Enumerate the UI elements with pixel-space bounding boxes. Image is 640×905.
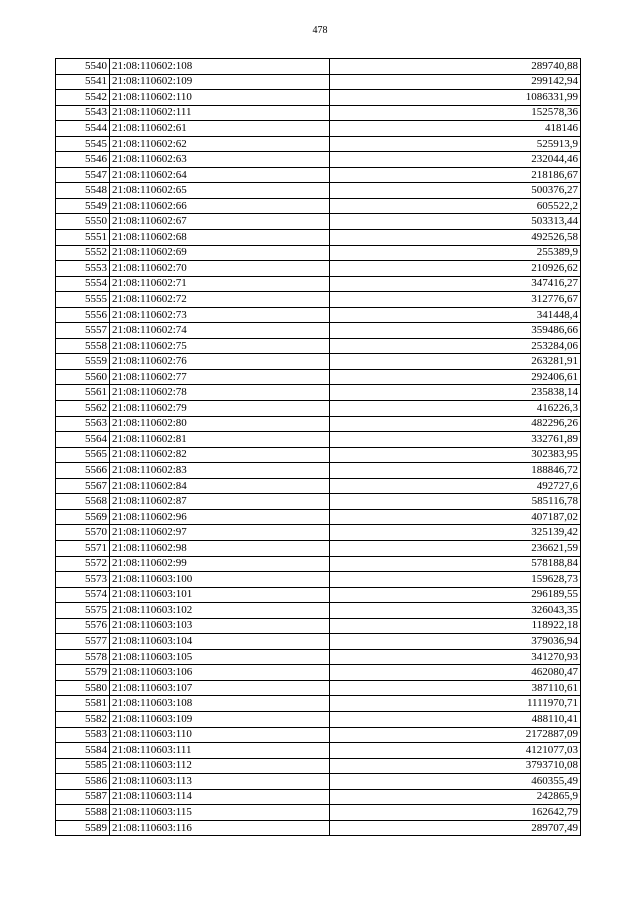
row-number-cell: 5572 bbox=[56, 556, 110, 572]
table-row bbox=[56, 105, 581, 121]
cadastral-value-cell: 118922,18 bbox=[330, 618, 581, 634]
cadastral-number-cell: 21:08:110603:104 bbox=[110, 634, 330, 650]
cadastral-value-cell: 253284,06 bbox=[330, 338, 581, 354]
row-number-cell: 5564 bbox=[56, 432, 110, 448]
table-row bbox=[56, 774, 581, 790]
cadastral-number-cell: 21:08:110602:71 bbox=[110, 276, 330, 292]
row-number-cell: 5581 bbox=[56, 696, 110, 712]
cadastral-value-cell: 460355,49 bbox=[330, 774, 581, 790]
cadastral-value-cell: 525913,9 bbox=[330, 136, 581, 152]
cadastral-value-cell: 242865,9 bbox=[330, 789, 581, 805]
row-number-cell: 5589 bbox=[56, 820, 110, 836]
cadastral-number-cell: 21:08:110602:69 bbox=[110, 245, 330, 261]
table-row bbox=[56, 509, 581, 525]
table-row bbox=[56, 525, 581, 541]
table-row bbox=[56, 556, 581, 572]
table-row bbox=[56, 59, 581, 75]
table-row bbox=[56, 711, 581, 727]
table-row bbox=[56, 758, 581, 774]
table-row bbox=[56, 820, 581, 836]
cadastral-number-cell: 21:08:110602:109 bbox=[110, 74, 330, 90]
row-number-cell: 5571 bbox=[56, 540, 110, 556]
cadastral-number-cell: 21:08:110603:114 bbox=[110, 789, 330, 805]
cadastral-number-cell: 21:08:110602:76 bbox=[110, 354, 330, 370]
table-row bbox=[56, 245, 581, 261]
cadastral-value-cell: 2172887,09 bbox=[330, 727, 581, 743]
table-row bbox=[56, 587, 581, 603]
cadastral-value-cell: 418146 bbox=[330, 121, 581, 137]
cadastral-value-cell: 1111970,71 bbox=[330, 696, 581, 712]
table-row bbox=[56, 183, 581, 199]
row-number-cell: 5569 bbox=[56, 509, 110, 525]
cadastral-value-cell: 218186,67 bbox=[330, 167, 581, 183]
cadastral-value-cell: 302383,95 bbox=[330, 447, 581, 463]
table-row bbox=[56, 478, 581, 494]
cadastral-value-cell: 263281,91 bbox=[330, 354, 581, 370]
cadastral-number-cell: 21:08:110603:111 bbox=[110, 743, 330, 759]
cadastral-number-cell: 21:08:110603:113 bbox=[110, 774, 330, 790]
row-number-cell: 5554 bbox=[56, 276, 110, 292]
cadastral-value-cell: 188846,72 bbox=[330, 463, 581, 479]
row-number-cell: 5548 bbox=[56, 183, 110, 199]
cadastral-number-cell: 21:08:110602:81 bbox=[110, 432, 330, 448]
row-number-cell: 5588 bbox=[56, 805, 110, 821]
row-number-cell: 5549 bbox=[56, 198, 110, 214]
cadastral-number-cell: 21:08:110602:99 bbox=[110, 556, 330, 572]
cadastral-number-cell: 21:08:110603:116 bbox=[110, 820, 330, 836]
cadastral-value-cell: 341448,4 bbox=[330, 307, 581, 323]
cadastral-value-cell: 1086331,99 bbox=[330, 90, 581, 106]
cadastral-number-cell: 21:08:110602:108 bbox=[110, 59, 330, 75]
cadastral-value-cell: 416226,3 bbox=[330, 401, 581, 417]
cadastral-number-cell: 21:08:110602:62 bbox=[110, 136, 330, 152]
table-row bbox=[56, 680, 581, 696]
table-row bbox=[56, 369, 581, 385]
table-body bbox=[56, 59, 581, 836]
row-number-cell: 5553 bbox=[56, 261, 110, 277]
table-row bbox=[56, 136, 581, 152]
cadastral-value-cell: 482296,26 bbox=[330, 416, 581, 432]
table-row bbox=[56, 618, 581, 634]
cadastral-value-cell: 359486,66 bbox=[330, 323, 581, 339]
cadastral-number-cell: 21:08:110603:101 bbox=[110, 587, 330, 603]
cadastral-number-cell: 21:08:110602:96 bbox=[110, 509, 330, 525]
cadastral-value-cell: 605522,2 bbox=[330, 198, 581, 214]
row-number-cell: 5550 bbox=[56, 214, 110, 230]
table-row bbox=[56, 665, 581, 681]
cadastral-value-cell: 232044,46 bbox=[330, 152, 581, 168]
cadastral-number-cell: 21:08:110603:109 bbox=[110, 711, 330, 727]
row-number-cell: 5551 bbox=[56, 230, 110, 246]
row-number-cell: 5560 bbox=[56, 369, 110, 385]
cadastral-number-cell: 21:08:110602:97 bbox=[110, 525, 330, 541]
cadastral-number-cell: 21:08:110603:103 bbox=[110, 618, 330, 634]
row-number-cell: 5563 bbox=[56, 416, 110, 432]
table-row bbox=[56, 572, 581, 588]
cadastral-number-cell: 21:08:110602:110 bbox=[110, 90, 330, 106]
row-number-cell: 5545 bbox=[56, 136, 110, 152]
table-row bbox=[56, 789, 581, 805]
table-row bbox=[56, 167, 581, 183]
table-row bbox=[56, 354, 581, 370]
table-row bbox=[56, 432, 581, 448]
cadastral-value-cell: 236621,59 bbox=[330, 540, 581, 556]
row-number-cell: 5543 bbox=[56, 105, 110, 121]
row-number-cell: 5574 bbox=[56, 587, 110, 603]
table-row bbox=[56, 307, 581, 323]
row-number-cell: 5562 bbox=[56, 401, 110, 417]
cadastral-number-cell: 21:08:110603:115 bbox=[110, 805, 330, 821]
cadastral-value-cell: 289740,88 bbox=[330, 59, 581, 75]
cadastral-value-table bbox=[55, 58, 581, 836]
cadastral-value-cell: 503313,44 bbox=[330, 214, 581, 230]
row-number-cell: 5552 bbox=[56, 245, 110, 261]
cadastral-value-cell: 325139,42 bbox=[330, 525, 581, 541]
table-row bbox=[56, 230, 581, 246]
table-row bbox=[56, 401, 581, 417]
table-row bbox=[56, 74, 581, 90]
row-number-cell: 5577 bbox=[56, 634, 110, 650]
cadastral-value-cell: 299142,94 bbox=[330, 74, 581, 90]
cadastral-number-cell: 21:08:110602:75 bbox=[110, 338, 330, 354]
cadastral-number-cell: 21:08:110603:105 bbox=[110, 649, 330, 665]
cadastral-value-cell: 289707,49 bbox=[330, 820, 581, 836]
cadastral-number-cell: 21:08:110602:70 bbox=[110, 261, 330, 277]
row-number-cell: 5541 bbox=[56, 74, 110, 90]
row-number-cell: 5556 bbox=[56, 307, 110, 323]
row-number-cell: 5587 bbox=[56, 789, 110, 805]
row-number-cell: 5566 bbox=[56, 463, 110, 479]
table-row bbox=[56, 603, 581, 619]
row-number-cell: 5575 bbox=[56, 603, 110, 619]
row-number-cell: 5568 bbox=[56, 494, 110, 510]
cadastral-value-cell: 326043,35 bbox=[330, 603, 581, 619]
table-row bbox=[56, 261, 581, 277]
cadastral-number-cell: 21:08:110602:83 bbox=[110, 463, 330, 479]
table-row bbox=[56, 727, 581, 743]
cadastral-number-cell: 21:08:110603:100 bbox=[110, 572, 330, 588]
cadastral-number-cell: 21:08:110602:66 bbox=[110, 198, 330, 214]
cadastral-value-cell: 387110,61 bbox=[330, 680, 581, 696]
cadastral-value-cell: 578188,84 bbox=[330, 556, 581, 572]
table-row bbox=[56, 276, 581, 292]
row-number-cell: 5583 bbox=[56, 727, 110, 743]
cadastral-value-cell: 159628,73 bbox=[330, 572, 581, 588]
cadastral-number-cell: 21:08:110603:107 bbox=[110, 680, 330, 696]
page-number: 478 bbox=[312, 25, 328, 36]
row-number-cell: 5584 bbox=[56, 743, 110, 759]
table-row bbox=[56, 416, 581, 432]
table-row bbox=[56, 494, 581, 510]
cadastral-number-cell: 21:08:110602:84 bbox=[110, 478, 330, 494]
cadastral-number-cell: 21:08:110602:74 bbox=[110, 323, 330, 339]
table-row bbox=[56, 447, 581, 463]
cadastral-number-cell: 21:08:110602:64 bbox=[110, 167, 330, 183]
cadastral-value-cell: 162642,79 bbox=[330, 805, 581, 821]
cadastral-value-cell: 492727,6 bbox=[330, 478, 581, 494]
row-number-cell: 5580 bbox=[56, 680, 110, 696]
table-row bbox=[56, 338, 581, 354]
row-number-cell: 5557 bbox=[56, 323, 110, 339]
cadastral-number-cell: 21:08:110602:68 bbox=[110, 230, 330, 246]
cadastral-number-cell: 21:08:110602:78 bbox=[110, 385, 330, 401]
cadastral-value-cell: 312776,67 bbox=[330, 292, 581, 308]
cadastral-value-cell: 347416,27 bbox=[330, 276, 581, 292]
row-number-cell: 5578 bbox=[56, 649, 110, 665]
table-row bbox=[56, 198, 581, 214]
cadastral-number-cell: 21:08:110603:108 bbox=[110, 696, 330, 712]
row-number-cell: 5586 bbox=[56, 774, 110, 790]
table-row bbox=[56, 540, 581, 556]
cadastral-value-cell: 500376,27 bbox=[330, 183, 581, 199]
table-row bbox=[56, 152, 581, 168]
table-row bbox=[56, 649, 581, 665]
row-number-cell: 5547 bbox=[56, 167, 110, 183]
table-row bbox=[56, 292, 581, 308]
cadastral-value-cell: 332761,89 bbox=[330, 432, 581, 448]
cadastral-value-cell: 4121077,03 bbox=[330, 743, 581, 759]
cadastral-number-cell: 21:08:110603:112 bbox=[110, 758, 330, 774]
cadastral-number-cell: 21:08:110602:79 bbox=[110, 401, 330, 417]
cadastral-value-cell: 235838,14 bbox=[330, 385, 581, 401]
table-row bbox=[56, 323, 581, 339]
cadastral-number-cell: 21:08:110602:65 bbox=[110, 183, 330, 199]
cadastral-number-cell: 21:08:110602:67 bbox=[110, 214, 330, 230]
cadastral-value-cell: 152578,36 bbox=[330, 105, 581, 121]
row-number-cell: 5561 bbox=[56, 385, 110, 401]
cadastral-number-cell: 21:08:110602:98 bbox=[110, 540, 330, 556]
cadastral-number-cell: 21:08:110603:106 bbox=[110, 665, 330, 681]
cadastral-number-cell: 21:08:110603:102 bbox=[110, 603, 330, 619]
cadastral-number-cell: 21:08:110602:82 bbox=[110, 447, 330, 463]
cadastral-value-cell: 407187,02 bbox=[330, 509, 581, 525]
table-row bbox=[56, 121, 581, 137]
table-row bbox=[56, 743, 581, 759]
row-number-cell: 5573 bbox=[56, 572, 110, 588]
table-row bbox=[56, 90, 581, 106]
cadastral-number-cell: 21:08:110602:72 bbox=[110, 292, 330, 308]
table-row bbox=[56, 214, 581, 230]
cadastral-value-cell: 379036,94 bbox=[330, 634, 581, 650]
cadastral-number-cell: 21:08:110602:111 bbox=[110, 105, 330, 121]
cadastral-value-cell: 292406,61 bbox=[330, 369, 581, 385]
table-row bbox=[56, 634, 581, 650]
cadastral-value-cell: 296189,55 bbox=[330, 587, 581, 603]
row-number-cell: 5544 bbox=[56, 121, 110, 137]
row-number-cell: 5570 bbox=[56, 525, 110, 541]
row-number-cell: 5559 bbox=[56, 354, 110, 370]
row-number-cell: 5540 bbox=[56, 59, 110, 75]
cadastral-value-cell: 255389,9 bbox=[330, 245, 581, 261]
row-number-cell: 5582 bbox=[56, 711, 110, 727]
row-number-cell: 5579 bbox=[56, 665, 110, 681]
row-number-cell: 5555 bbox=[56, 292, 110, 308]
cadastral-number-cell: 21:08:110602:77 bbox=[110, 369, 330, 385]
cadastral-number-cell: 21:08:110602:80 bbox=[110, 416, 330, 432]
row-number-cell: 5576 bbox=[56, 618, 110, 634]
cadastral-value-cell: 462080,47 bbox=[330, 665, 581, 681]
cadastral-number-cell: 21:08:110602:87 bbox=[110, 494, 330, 510]
cadastral-value-cell: 585116,78 bbox=[330, 494, 581, 510]
row-number-cell: 5565 bbox=[56, 447, 110, 463]
cadastral-number-cell: 21:08:110602:61 bbox=[110, 121, 330, 137]
cadastral-value-cell: 492526,58 bbox=[330, 230, 581, 246]
table-row bbox=[56, 463, 581, 479]
row-number-cell: 5546 bbox=[56, 152, 110, 168]
row-number-cell: 5585 bbox=[56, 758, 110, 774]
cadastral-value-cell: 210926,62 bbox=[330, 261, 581, 277]
table-row bbox=[56, 805, 581, 821]
row-number-cell: 5567 bbox=[56, 478, 110, 494]
cadastral-number-cell: 21:08:110602:63 bbox=[110, 152, 330, 168]
cadastral-value-cell: 3793710,08 bbox=[330, 758, 581, 774]
cadastral-value-cell: 341270,93 bbox=[330, 649, 581, 665]
row-number-cell: 5558 bbox=[56, 338, 110, 354]
table-row bbox=[56, 385, 581, 401]
table-row bbox=[56, 696, 581, 712]
cadastral-number-cell: 21:08:110602:73 bbox=[110, 307, 330, 323]
cadastral-number-cell: 21:08:110603:110 bbox=[110, 727, 330, 743]
cadastral-value-cell: 488110,41 bbox=[330, 711, 581, 727]
row-number-cell: 5542 bbox=[56, 90, 110, 106]
